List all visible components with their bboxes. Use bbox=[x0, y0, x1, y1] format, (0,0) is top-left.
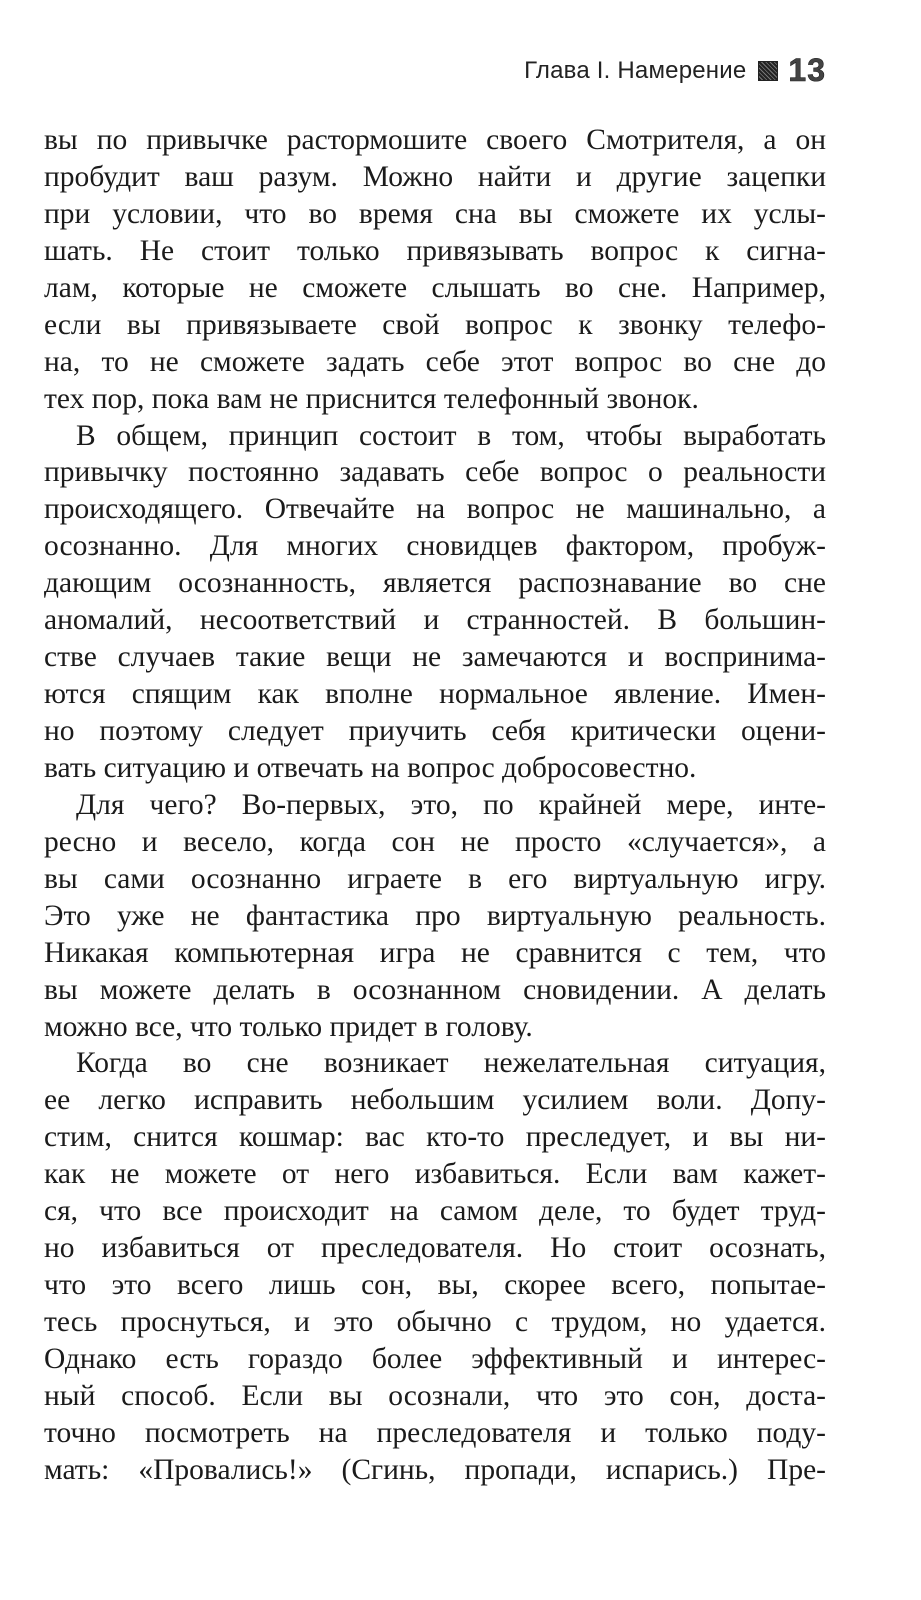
text-line: осознанно. Для многих сновидцев фактором, пробуж- bbox=[44, 530, 826, 563]
text-line: Для чего? Во-первых, это, по крайней мере, инте- bbox=[76, 788, 826, 821]
text-line: В общем, принцип состоит в том, чтобы выработать bbox=[76, 419, 826, 452]
square-ornament-icon bbox=[758, 61, 778, 81]
text-line: ресно и весело, когда сон не просто «случается», а bbox=[44, 825, 826, 858]
text-line: при условии, что во время сна вы сможете их услы- bbox=[44, 197, 826, 230]
text-line: привычку постоянно задавать себе вопрос о реальности bbox=[44, 456, 826, 489]
text-line: можно все, что только придет в голову. bbox=[44, 1010, 533, 1043]
text-line: ся, что все происходит на самом деле, то будет труд- bbox=[44, 1195, 826, 1228]
text-line: ются спящим как вполне нормальное явление. Имен- bbox=[44, 678, 826, 711]
chapter-title: Глава I. Намерение bbox=[524, 56, 747, 84]
text-line: стим, снится кошмар: вас кто-то преследует, и вы ни- bbox=[44, 1121, 826, 1154]
text-line: аномалий, несоответствий и странностей. В большин- bbox=[44, 604, 826, 637]
text-line: ее легко исправить небольшим усилием воли. Допу- bbox=[44, 1084, 826, 1117]
text-line: Когда во сне возникает нежелательная ситуация, bbox=[76, 1047, 826, 1080]
text-line: пробудит ваш разум. Можно найти и другие зацепки bbox=[44, 160, 826, 193]
text-line: на, то не сможете задать себе этот вопрос во сне до bbox=[44, 345, 826, 378]
text-line: тех пор, пока вам не приснится телефонный звонок. bbox=[44, 382, 699, 415]
text-line: Никакая компьютерная игра не сравнится с тем, что bbox=[44, 936, 826, 969]
text-line: дающим осознанность, является распознавание во сне bbox=[44, 567, 826, 600]
text-line: мать: «Провались!» (Сгинь, пропади, испарись.) Пре- bbox=[44, 1453, 826, 1486]
text-line: тесь проснуться, и это обычно с трудом, но удается. bbox=[44, 1306, 826, 1338]
text-line: точно посмотреть на преследователя и только поду- bbox=[44, 1416, 826, 1449]
text-line: что это всего лишь сон, вы, скорее всего, попытае- bbox=[44, 1269, 826, 1302]
text-line: но избавиться от преследователя. Но стоит осознать, bbox=[44, 1232, 826, 1265]
text-line: как не можете от него избавиться. Если вам кажет- bbox=[44, 1158, 826, 1191]
text-line: ный способ. Если вы осознали, что это сон, доста- bbox=[44, 1379, 826, 1412]
text-line: лам, которые не сможете слышать во сне. Например, bbox=[44, 271, 826, 304]
body-text bbox=[44, 122, 826, 1489]
running-head bbox=[524, 52, 826, 89]
text-line: стве случаев такие вещи не замечаются и воспринима- bbox=[44, 641, 826, 674]
text-line: происходящего. Отвечайте на вопрос не машинально, а bbox=[44, 493, 826, 526]
text-line: вы можете делать в осознанном сновидении. А делать bbox=[44, 973, 826, 1006]
text-line: Однако есть гораздо более эффективный и интерес- bbox=[44, 1342, 826, 1375]
text-line: если вы привязываете свой вопрос к звонку телефо- bbox=[44, 308, 826, 341]
text-line: шать. Не стоит только привязывать вопрос к сигна- bbox=[44, 234, 826, 267]
text-line: вы сами осознанно играете в его виртуальную игру. bbox=[44, 862, 826, 895]
text-line: вать ситуацию и отвечать на вопрос добросовестно. bbox=[44, 751, 697, 784]
page-number: 13 bbox=[788, 52, 826, 88]
text-line: Это уже не фантастика про виртуальную реальность. bbox=[44, 899, 826, 932]
text-line: но поэтому следует приучить себя критически оцени- bbox=[44, 715, 826, 747]
text-line: вы по привычке растормошите своего Смотрителя, а он bbox=[44, 124, 826, 156]
